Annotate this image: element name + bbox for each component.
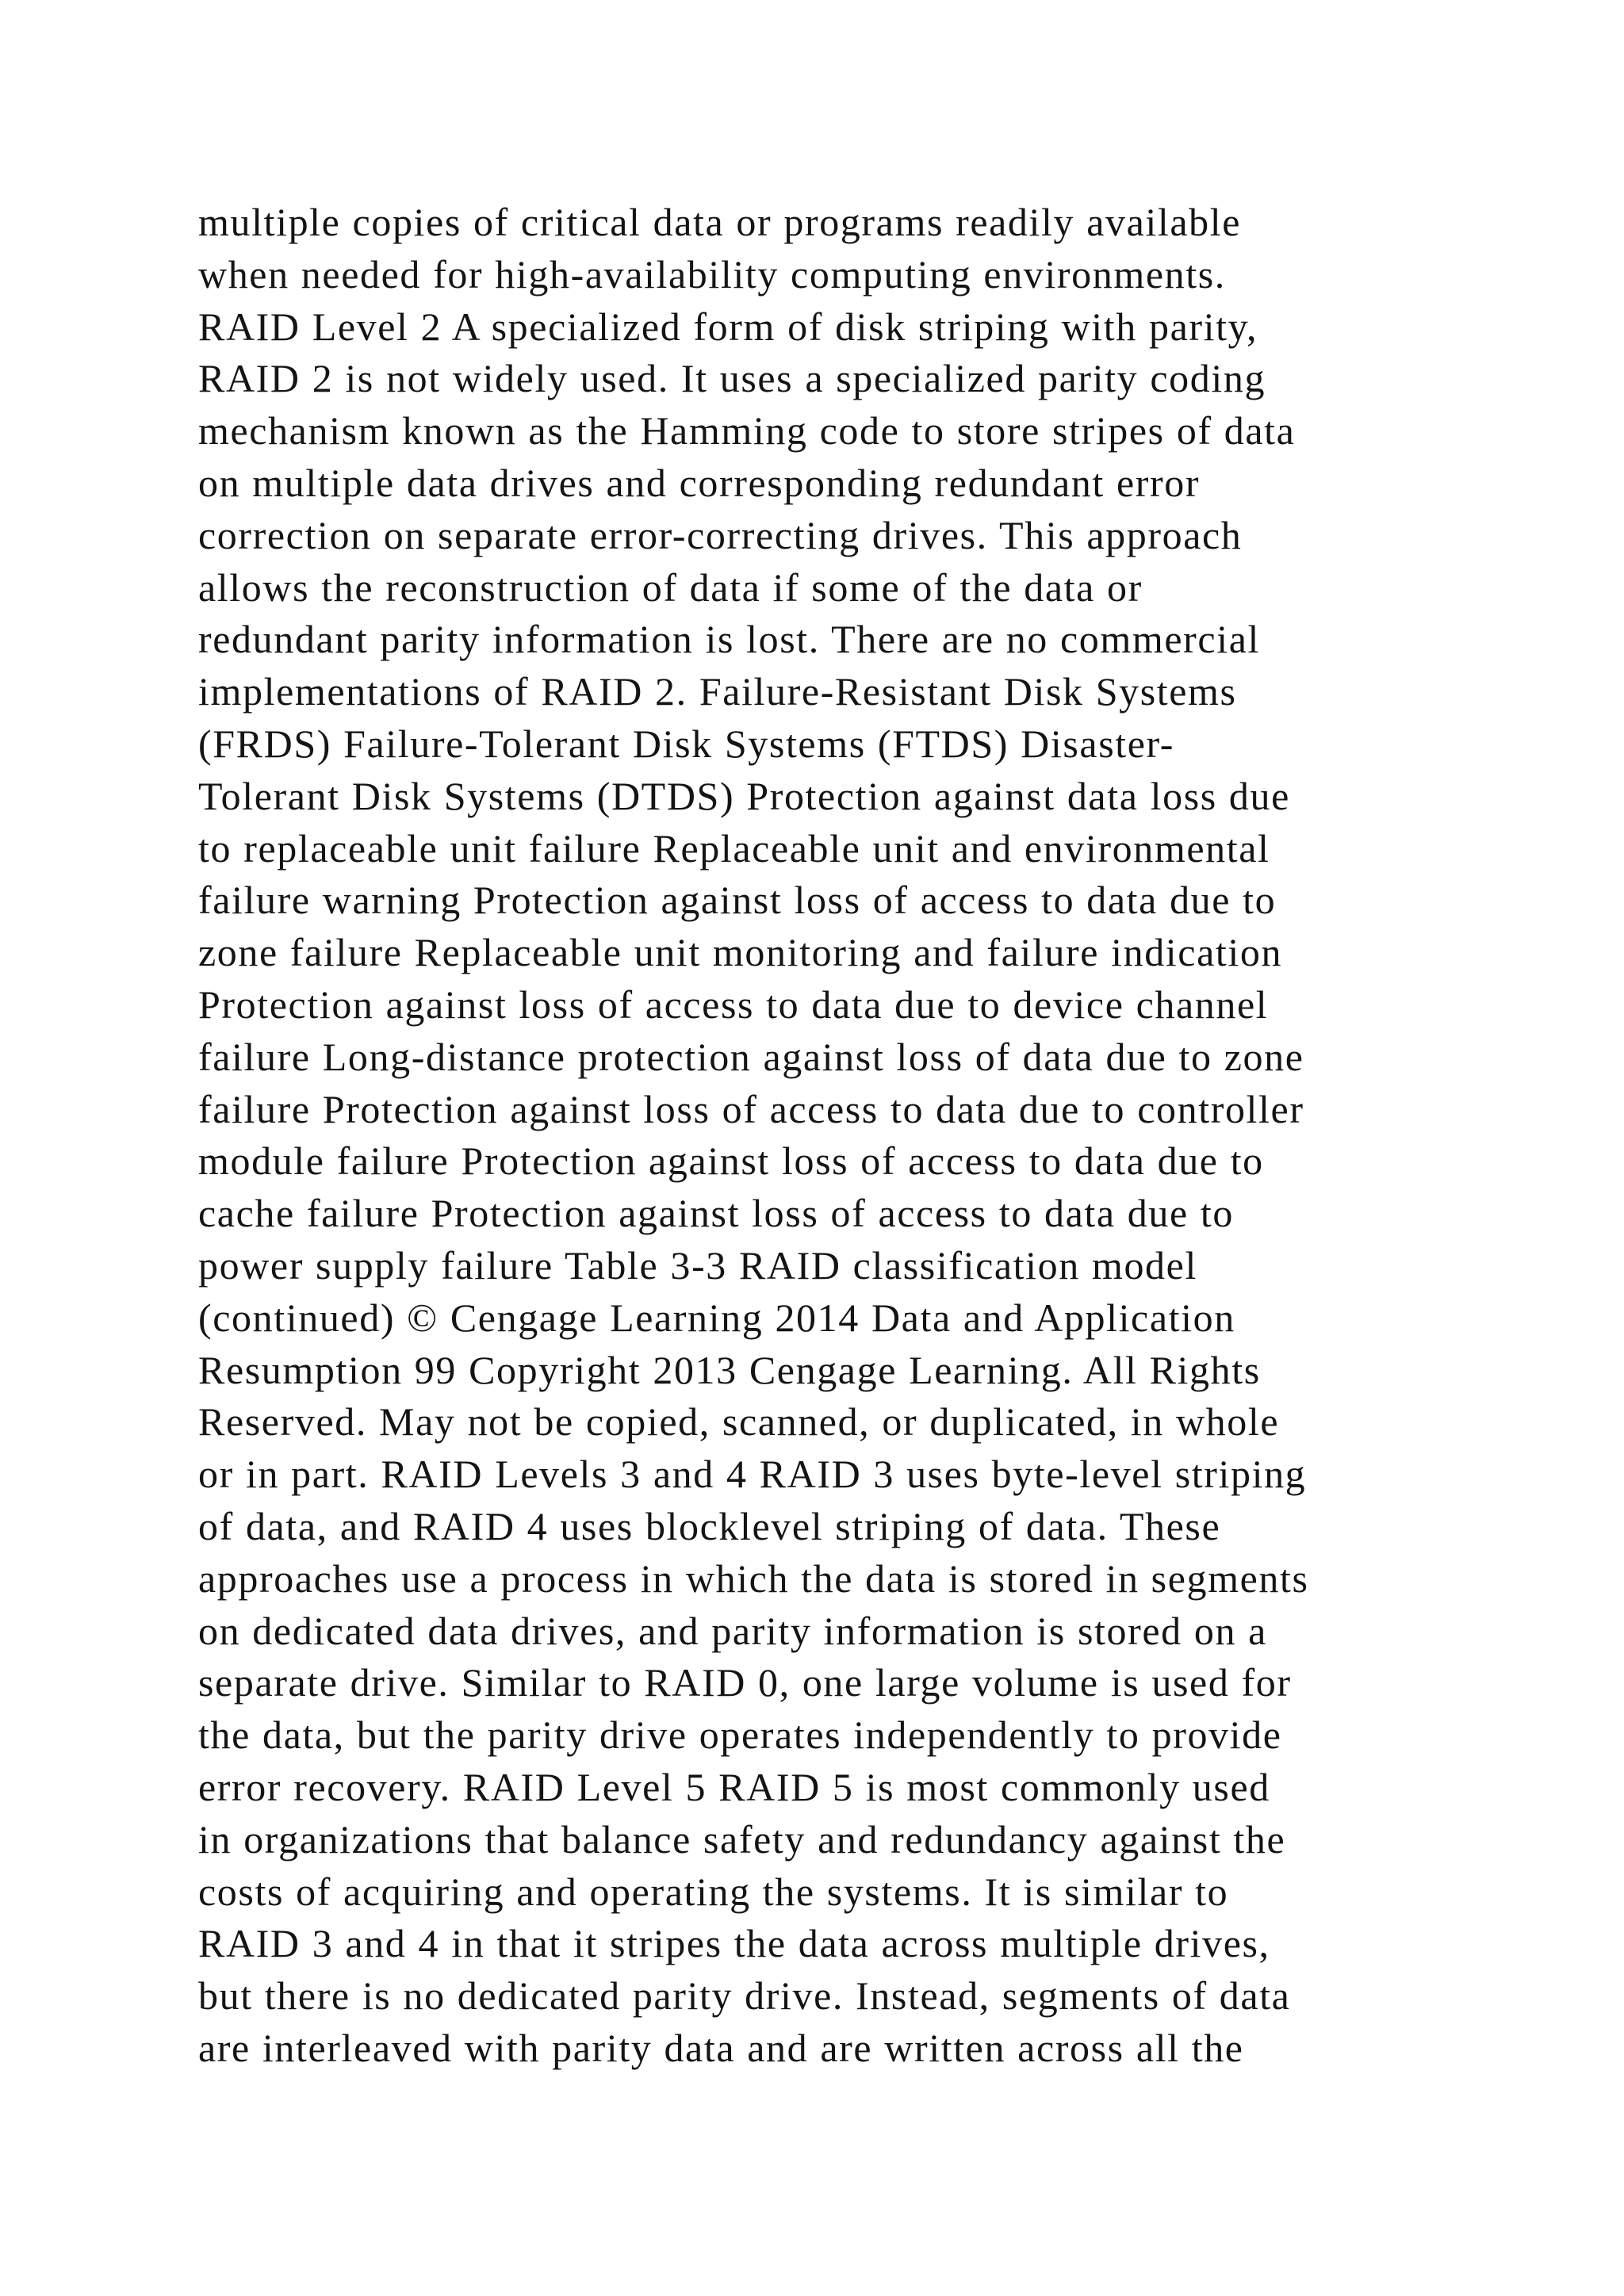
text-line: (continued) © Cengage Learning 2014 Data and Application <box>198 1295 1235 1340</box>
text-line: (FRDS) Failure-Tolerant Disk Systems (FTDS) Disaster- <box>198 721 1175 766</box>
text-line: redundant parity information is lost. There are no commercial <box>198 617 1260 662</box>
text-line: are interleaved with parity data and are written across all the <box>198 2025 1244 2070</box>
text-line: failure Long-distance protection against loss of data due to zone <box>198 1034 1304 1079</box>
text-line: zone failure Replaceable unit monitoring and failure indication <box>198 930 1283 975</box>
text-line: multiple copies of critical data or programs readily available <box>198 200 1242 244</box>
text-line: separate drive. Similar to RAID 0, one large volume is used for <box>198 1660 1292 1705</box>
text-line: RAID 3 and 4 in that it stripes the data across multiple drives, <box>198 1921 1270 1966</box>
text-line: or in part. RAID Levels 3 and 4 RAID 3 uses byte-level striping <box>198 1452 1307 1497</box>
text-line: RAID Level 2 A specialized form of disk striping with parity, <box>198 304 1258 349</box>
text-line: failure warning Protection against loss of access to data due to <box>198 878 1277 923</box>
text-line: correction on separate error-correcting drives. This approach <box>198 512 1243 557</box>
text-line: on multiple data drives and corresponding redundant error <box>198 460 1201 505</box>
text-line: approaches use a process in which the data is stored in segments <box>198 1556 1309 1601</box>
text-line: mechanism known as the Hamming code to store stripes of data <box>198 408 1296 453</box>
text-line: but there is no dedicated parity drive. Instead, segments of data <box>198 1973 1291 2019</box>
text-line: the data, but the parity drive operates independently to provide <box>198 1712 1282 1758</box>
text-line: implementations of RAID 2. Failure-Resistant Disk Systems <box>198 669 1237 714</box>
text-line: allows the reconstruction of data if some of the data or <box>198 564 1143 610</box>
text-line: to replaceable unit failure Replaceable unit and environmental <box>198 825 1270 871</box>
text-line: in organizations that balance safety and redundancy against the <box>198 1816 1286 1862</box>
text-line: failure Protection against loss of access to data due to controller <box>198 1086 1304 1131</box>
text-line: power supply failure Table 3-3 RAID classification model <box>198 1242 1197 1288</box>
text-line: cache failure Protection against loss of access to data due to <box>198 1191 1234 1236</box>
text-line: when needed for high-availability computing environments. <box>198 251 1226 297</box>
text-line: Tolerant Disk Systems (DTDS) Protection against data loss due <box>198 773 1290 818</box>
text-line: on dedicated data drives, and parity information is stored on a <box>198 1608 1267 1653</box>
text-line: of data, and RAID 4 uses blocklevel striping of data. These <box>198 1503 1221 1548</box>
text-line: RAID 2 is not widely used. It uses a specialized parity coding <box>198 356 1266 401</box>
text-line: Reserved. May not be copied, scanned, or duplicated, in whole <box>198 1399 1280 1445</box>
text-line: module failure Protection against loss of access to data due to <box>198 1138 1264 1184</box>
text-line: costs of acquiring and operating the systems. It is similar to <box>198 1869 1229 1914</box>
text-line: error recovery. RAID Level 5 RAID 5 is most commonly used <box>198 1764 1270 1809</box>
text-line: Protection against loss of access to data due to device channel <box>198 982 1269 1027</box>
text-line: Resumption 99 Copyright 2013 Cengage Learning. All Rights <box>198 1347 1261 1392</box>
body-text <box>198 197 1546 2075</box>
